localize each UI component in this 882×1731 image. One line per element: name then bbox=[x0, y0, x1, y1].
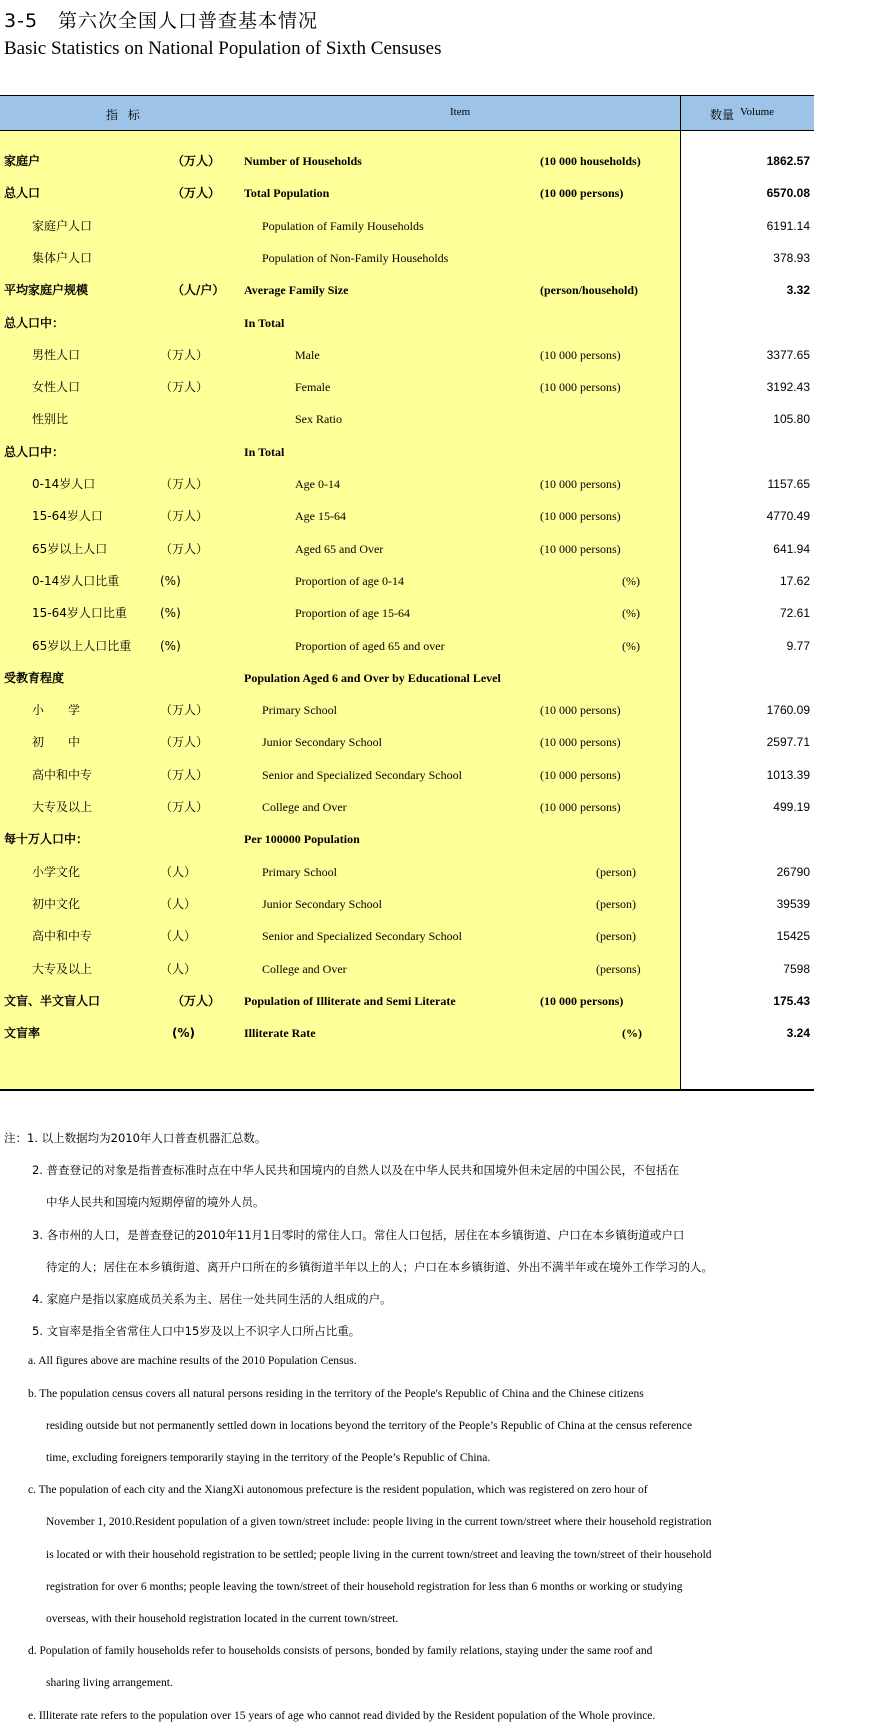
row-value: 7598 bbox=[783, 961, 810, 976]
row-value: 4770.49 bbox=[766, 509, 810, 524]
row-unit-cn: （万人） bbox=[160, 800, 209, 814]
row-label-en: In Total bbox=[244, 315, 285, 330]
footnote-line: is located or with their household registration to be settled; people living in the current town/street and leaving the town/street of their household bbox=[46, 1548, 712, 1561]
row-label-cn: 15-64岁人口比重 bbox=[32, 606, 127, 621]
row-value: 1760.09 bbox=[766, 703, 810, 718]
row-value: 378.93 bbox=[773, 250, 810, 265]
row-value: 3.32 bbox=[786, 283, 810, 298]
footnote-line: 4. 家庭户是指以家庭成员关系为主、居住一处共同生活的人组成的户。 bbox=[32, 1292, 392, 1306]
row-value: 6191.14 bbox=[766, 218, 810, 233]
row-value: 39539 bbox=[776, 896, 810, 911]
row-label-en: Aged 65 and Over bbox=[295, 541, 384, 556]
row-label-en: Total Population bbox=[244, 186, 330, 201]
row-label-en: Population of Illiterate and Semi Literate bbox=[244, 993, 456, 1008]
row-unit-cn: （万人） bbox=[160, 767, 209, 782]
row-label-cn: 总人口 bbox=[4, 186, 41, 201]
footnote-line: d. Population of family households refer to households consists of persons, bonded by family relations, staying under the same roof and bbox=[28, 1645, 653, 1658]
footnote-line: time, excluding foreigners temporarily staying in the territory of the People’s Republic of China. bbox=[46, 1452, 491, 1464]
row-unit-en: (10 000 persons) bbox=[540, 735, 621, 750]
row-label-cn: 大专及以上 bbox=[32, 800, 93, 814]
row-unit-en: (%) bbox=[622, 606, 640, 621]
row-label-en: Per 100000 Population bbox=[244, 832, 360, 847]
row-label-cn: 初中文化 bbox=[32, 896, 81, 911]
row-value: 3377.65 bbox=[766, 347, 810, 362]
row-value: 1157.65 bbox=[767, 477, 810, 491]
row-unit-cn: （万人） bbox=[160, 541, 209, 556]
row-unit-en: (10 000 persons) bbox=[540, 477, 621, 491]
column-divider bbox=[680, 95, 681, 1089]
row-label-cn: 性别比 bbox=[32, 412, 69, 427]
row-unit-en: (10 000 persons) bbox=[540, 703, 621, 718]
row-unit-cn: （万人） bbox=[160, 347, 209, 362]
row-value: 9.77 bbox=[786, 638, 810, 653]
row-label-en: Primary School bbox=[262, 703, 337, 718]
row-label-cn: 平均家庭户规模 bbox=[4, 283, 89, 298]
row-label-cn: 家庭户 bbox=[4, 154, 41, 168]
row-label-en: Female bbox=[295, 380, 331, 395]
row-unit-en: (person) bbox=[596, 929, 636, 944]
row-unit-en: (10 000 persons) bbox=[540, 186, 624, 201]
row-label-cn: 集体户人口 bbox=[32, 250, 93, 265]
footnote-line: 2. 普查登记的对象是指普查标准时点在中华人民共和国境内的自然人以及在中华人民共和国境外但未定居的中国公民，不包括在 bbox=[32, 1163, 680, 1178]
row-label-cn: 高中和中专 bbox=[32, 929, 93, 944]
row-label-cn: 大专及以上 bbox=[32, 961, 93, 976]
row-label-en: Age 0-14 bbox=[295, 477, 340, 491]
row-unit-cn: （万人） bbox=[160, 380, 209, 395]
row-label-en: Age 15-64 bbox=[295, 509, 346, 524]
row-label-en: Male bbox=[295, 347, 320, 362]
row-unit-en: (%) bbox=[622, 1026, 642, 1041]
row-unit-cn: （人） bbox=[160, 896, 197, 911]
row-label-en: Senior and Specialized Secondary School bbox=[262, 767, 462, 782]
row-unit-en: (person) bbox=[596, 864, 636, 879]
row-unit-en: (persons) bbox=[596, 961, 641, 976]
row-unit-cn: （人） bbox=[160, 929, 197, 944]
row-unit-en: (%) bbox=[622, 638, 640, 653]
row-label-cn: 初 中 bbox=[32, 735, 81, 750]
row-unit-en: (10 000 households) bbox=[540, 154, 641, 168]
row-label-en: Number of Households bbox=[244, 154, 362, 168]
row-label-en: Proportion of age 0-14 bbox=[295, 573, 404, 588]
table-header bbox=[0, 95, 814, 131]
row-unit-cn: （万人） bbox=[160, 703, 209, 718]
row-label-en: Population Aged 6 and Over by Educational Level bbox=[244, 670, 501, 685]
row-label-cn: 文盲、半文盲人口 bbox=[4, 993, 101, 1008]
footnote-line: a. All figures above are machine results of the 2010 Population Census. bbox=[28, 1355, 357, 1368]
footnote-line: b. The population census covers all natural persons residing in the territory of the People's Republic of China and the Chinese citizens bbox=[28, 1387, 644, 1400]
row-label-cn: 女性人口 bbox=[32, 380, 81, 395]
row-value: 3192.43 bbox=[766, 380, 810, 395]
row-value: 26790 bbox=[776, 864, 810, 879]
footnote-line: 待定的人；居住在本乡镇街道、离开户口所在的乡镇街道半年以上的人；户口在本乡镇街道、外出不满半年或在境外工作学习的人。 bbox=[46, 1259, 713, 1274]
row-label-en: Population of Non-Family Households bbox=[262, 250, 449, 265]
header-volume-cn: 数量 bbox=[710, 108, 735, 122]
row-label-cn: 高中和中专 bbox=[32, 767, 93, 782]
row-label-en: Illiterate Rate bbox=[244, 1026, 316, 1041]
row-label-cn: 小学文化 bbox=[32, 864, 81, 879]
row-unit-en: (person) bbox=[596, 896, 636, 911]
row-unit-cn: （万人） bbox=[160, 735, 209, 750]
row-unit-en: (10 000 persons) bbox=[540, 541, 621, 556]
row-unit-cn: (%) bbox=[172, 1026, 195, 1041]
row-unit-cn: （万人） bbox=[172, 993, 221, 1008]
row-unit-en: (person/household) bbox=[540, 283, 639, 298]
row-label-en: Junior Secondary School bbox=[262, 735, 382, 750]
row-value: 641.94 bbox=[773, 541, 810, 556]
row-value: 2597.71 bbox=[766, 735, 810, 750]
footnote-line: residing outside but not permanently settled down in locations beyond the territory of the People’s Republic of China at the census reference bbox=[46, 1419, 693, 1432]
row-label-cn: 总人口中： bbox=[4, 315, 65, 330]
row-unit-en: (10 000 persons) bbox=[540, 800, 621, 814]
row-value: 17.62 bbox=[779, 573, 810, 588]
row-label-cn: 0-14岁人口比重 bbox=[32, 573, 120, 588]
row-label-cn: 文盲率 bbox=[4, 1026, 41, 1041]
row-unit-cn: （人/户） bbox=[172, 283, 225, 298]
page-title-en: Basic Statistics on National Population of Sixth Censuses bbox=[4, 38, 442, 59]
row-unit-en: (10 000 persons) bbox=[540, 767, 621, 782]
row-value: 175.43 bbox=[773, 993, 810, 1008]
row-label-cn: 男性人口 bbox=[32, 347, 81, 362]
header-zhibiao: 指 标 bbox=[106, 108, 143, 122]
row-value: 72.61 bbox=[779, 606, 810, 621]
footnote-line: overseas, with their household registration located in the current town/street. bbox=[46, 1613, 399, 1625]
row-unit-cn: （人） bbox=[160, 961, 197, 976]
header-volume-en: Volume bbox=[740, 106, 775, 118]
row-unit-en: (10 000 persons) bbox=[540, 509, 621, 524]
row-value: 1013.39 bbox=[766, 767, 810, 782]
row-label-cn: 15-64岁人口 bbox=[32, 509, 103, 524]
row-unit-en: (10 000 persons) bbox=[540, 347, 621, 362]
row-unit-en: (10 000 persons) bbox=[540, 993, 624, 1008]
row-unit-cn: （万人） bbox=[160, 477, 209, 491]
row-label-cn: 0-14岁人口 bbox=[32, 477, 96, 491]
row-value: 15425 bbox=[776, 929, 810, 944]
page-title-cn: 3-5 第六次全国人口普查基本情况 bbox=[4, 10, 319, 32]
table-bottom-rule bbox=[0, 1089, 814, 1091]
row-label-cn: 65岁以上人口 bbox=[32, 541, 108, 556]
row-label-cn: 65岁以上人口比重 bbox=[32, 638, 132, 653]
row-unit-cn: （万人） bbox=[160, 509, 209, 524]
footnote-line: 注：1. 以上数据均为2010年人口普查机器汇总数。 bbox=[4, 1131, 267, 1145]
row-value: 3.24 bbox=[786, 1026, 810, 1041]
row-unit-cn: （人） bbox=[160, 864, 197, 879]
footnote-line: sharing living arrangement. bbox=[46, 1677, 173, 1690]
row-unit-cn: (%) bbox=[160, 638, 181, 653]
row-label-en: College and Over bbox=[262, 800, 347, 814]
row-label-en: Proportion of age 15-64 bbox=[295, 606, 410, 621]
row-label-en: Senior and Specialized Secondary School bbox=[262, 929, 462, 944]
footnote-line: e. Illiterate rate refers to the population over 15 years of age who cannot read divided by the Resident population of the Whole province. bbox=[28, 1709, 656, 1722]
row-unit-cn: (%) bbox=[160, 573, 181, 588]
footnote-line: 3. 各市州的人口，是普查登记的2010年11月1日零时的常住人口。常住人口包括，居住在本乡镇街道、户口在本乡镇街道或户口 bbox=[32, 1227, 685, 1242]
row-unit-en: (10 000 persons) bbox=[540, 380, 621, 395]
row-value: 499.19 bbox=[773, 800, 810, 814]
row-label-cn: 家庭户人口 bbox=[32, 218, 93, 233]
row-unit-en: (%) bbox=[622, 573, 640, 588]
footnote-line: 5. 文盲率是指全省常住人口中15岁及以上不识字人口所占比重。 bbox=[32, 1324, 361, 1339]
row-label-en: In Total bbox=[244, 444, 285, 459]
row-unit-cn: （万人） bbox=[172, 186, 221, 201]
row-label-cn: 小 学 bbox=[32, 703, 81, 718]
row-value: 6570.08 bbox=[766, 186, 810, 201]
row-label-en: Sex Ratio bbox=[295, 412, 342, 427]
footnote-line: 中华人民共和国境内短期停留的境外人员。 bbox=[46, 1195, 265, 1210]
row-label-en: Primary School bbox=[262, 864, 337, 879]
row-value: 105.80 bbox=[773, 412, 810, 427]
row-label-cn: 受教育程度 bbox=[4, 670, 65, 685]
row-label-en: Junior Secondary School bbox=[262, 896, 382, 911]
row-label-en: College and Over bbox=[262, 961, 347, 976]
row-label-en: Average Family Size bbox=[244, 283, 349, 298]
footnote-line: November 1, 2010.Resident population of a given town/street include: people living in the current town/street where their household registration bbox=[46, 1516, 712, 1529]
statistics-table bbox=[0, 95, 814, 1091]
row-label-en: Proportion of aged 65 and over bbox=[295, 638, 445, 653]
row-unit-cn: (%) bbox=[160, 606, 181, 621]
row-label-en: Population of Family Households bbox=[262, 218, 424, 233]
footnote-line: registration for over 6 months; people leaving the town/street of their household registration for less than 6 months or working or studying bbox=[46, 1580, 683, 1593]
row-unit-cn: （万人） bbox=[172, 154, 221, 168]
header-item: Item bbox=[450, 106, 471, 118]
footnote-line: c. The population of each city and the XiangXi autonomous prefecture is the resident population, which was registered on zero hour of bbox=[28, 1484, 648, 1497]
row-value: 1862.57 bbox=[766, 154, 810, 168]
row-label-cn: 每十万人口中： bbox=[4, 832, 89, 847]
row-label-cn: 总人口中： bbox=[4, 444, 65, 459]
